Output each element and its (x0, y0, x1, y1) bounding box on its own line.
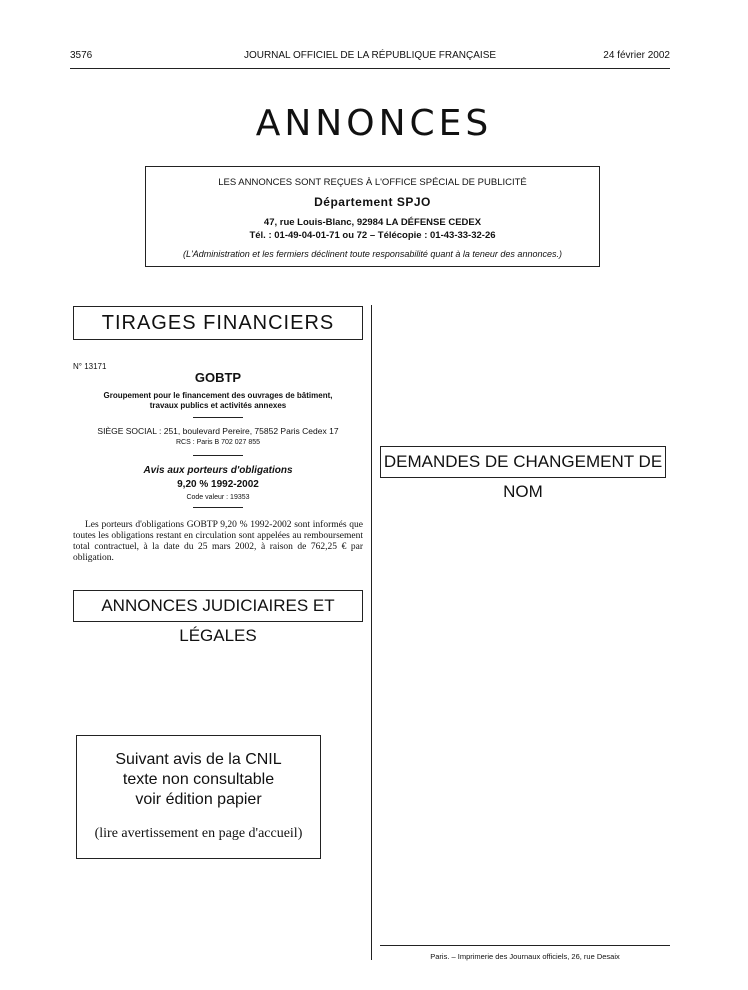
notice-heading: Avis aux porteurs d'obligations (143, 465, 293, 476)
registered-office: SIÈGE SOCIAL : 251, boulevard Pereire, 75852 Paris Cedex 17 (97, 426, 339, 436)
page-title: ANNONCES (255, 103, 493, 144)
cnil-line2: texte non consultable (122, 771, 275, 788)
section-heading-annonces-judiciaires: ANNONCES JUDICIAIRES ET LÉGALES (73, 590, 363, 622)
separator-rule (193, 507, 243, 508)
cnil-line4: (lire avertissement en page d'accueil) (94, 826, 303, 841)
publicity-intro: LES ANNONCES SONT REÇUES À L'OFFICE SPÉCIAL DE PUBLICITÉ (218, 177, 527, 188)
cnil-line1: Suivant avis de la CNIL (115, 751, 282, 768)
bond-rate: 9,20 % 1992-2002 (177, 479, 259, 490)
header-rule (70, 68, 670, 69)
disclaimer: (L'Administration et les fermiers déclinent toute responsabilité quant à la teneur des annonces.) (183, 249, 562, 259)
page-header (70, 50, 670, 64)
rcs-number: RCS : Paris B 702 027 855 (175, 439, 261, 446)
publicity-office-box (145, 166, 600, 267)
office-phones: Tél. : 01-49-04-01-71 ou 72 – Télécopie : 01-43-33-32-26 (249, 230, 496, 241)
separator-rule (193, 417, 243, 418)
page-number: 3576 (70, 50, 93, 61)
issue-date: 24 février 2002 (603, 50, 670, 61)
column-divider (371, 305, 372, 960)
organization-description-line1: Groupement pour le financement des ouvrages de bâtiment, (103, 391, 333, 400)
notice-number: N° 13171 (73, 362, 107, 371)
separator-rule (193, 455, 243, 456)
footer-rule (380, 945, 670, 946)
department-name: Département SPJO (314, 195, 431, 209)
journal-title: JOURNAL OFFICIEL DE LA RÉPUBLIQUE FRANÇAISE (243, 50, 497, 61)
organization-description-line2: travaux publics et activités annexes (149, 401, 287, 410)
notice-body: Les porteurs d'obligations GOBTP 9,20 % 1992-2002 sont informés que toutes les obligations restant en circulation sont appelées au remboursement total contractuel, à la date du 25 mars 2002, à raison de 762,25 € par obligation. (73, 520, 363, 563)
section-heading-demandes-changement-nom: DEMANDES DE CHANGEMENT DE NOM (380, 446, 666, 478)
section-heading-tirages-financiers: TIRAGES FINANCIERS (73, 306, 363, 340)
office-address: 47, rue Louis-Blanc, 92984 LA DÉFENSE CEDEX (263, 217, 482, 228)
printer-footer: Paris. – Imprimerie des Journaux officiels, 26, rue Desaix (430, 952, 620, 961)
cnil-line3: voir édition papier (135, 791, 262, 808)
cnil-notice-box (76, 735, 321, 859)
organization-name: GOBTP (194, 370, 242, 385)
security-code: Code valeur : 19353 (186, 494, 250, 501)
